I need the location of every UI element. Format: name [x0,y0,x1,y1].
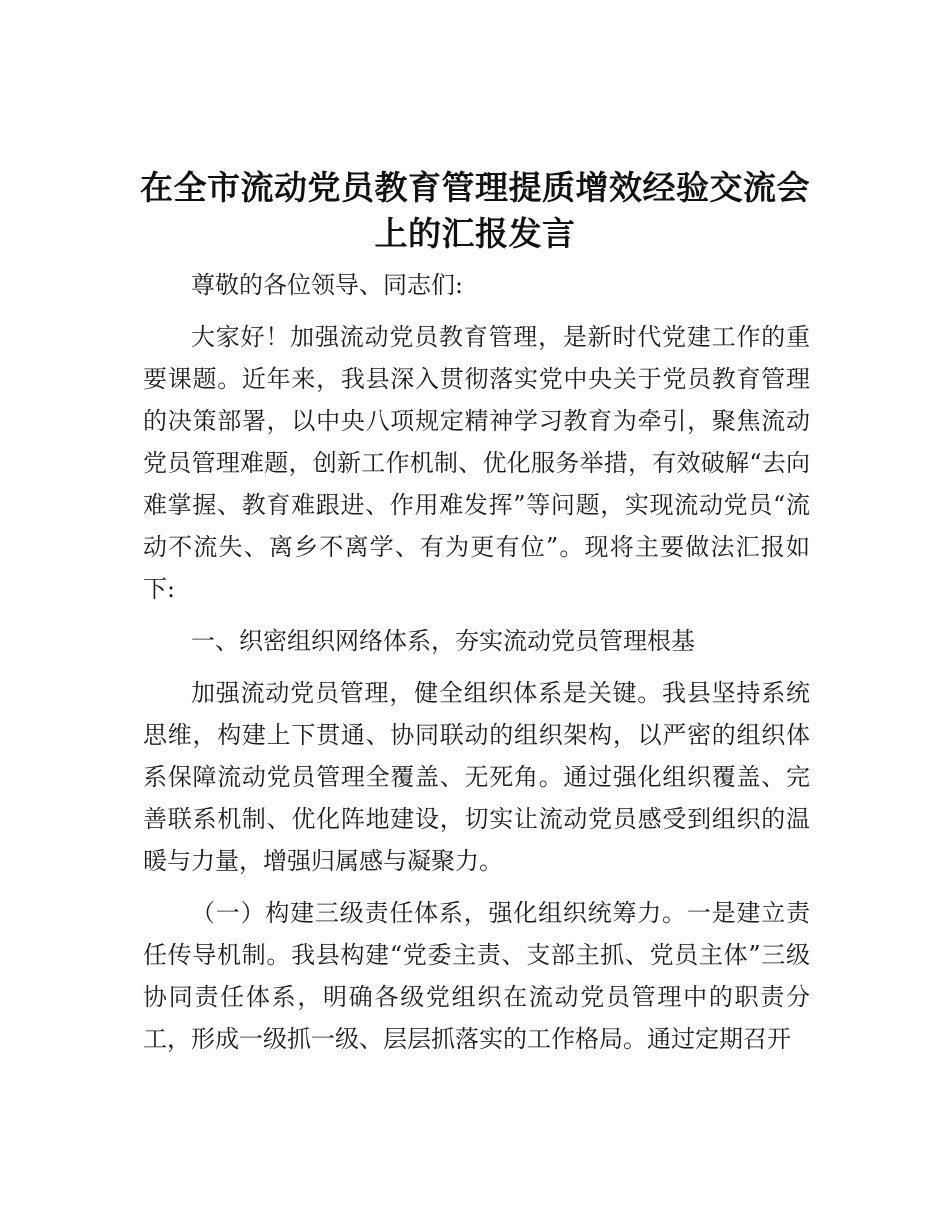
salutation: 尊敬的各位领导、同志们: [191,271,464,299]
document-body [143,264,810,1070]
section-heading: 一、织密组织网络体系，夯实流动党员管理根基 [191,627,695,655]
paragraph-subsection-1: （一）构建三级责任体系，强化组织统筹力。一是建立责任传导机制。我县构建“党委主责、支部主抓、党员主体”三级协同责任体系，明确各级党组织在流动党员管理中的职责分工，形成一级抓一级、层层抓落实的工作格局。通过定期召开 [143,899,810,1053]
title-line-1: 在全市流动党员教育管理提质增效经验交流会 [140,168,810,207]
document-title [100,165,850,257]
title-line-2: 上的汇报发言 [374,214,576,253]
paragraph-intro: 大家好！加强流动党员教育管理，是新时代党建工作的重要课题。近年来，我县深入贯彻落实党中央关于党员教育管理的决策部署，以中央八项规定精神学习教育为牵引，聚焦流动党员管理难题，创新工作机制、优化服务举措，有效破解“去向难掌握、教育难跟进、作用难发挥”等问题，实现流动党员“流动不流失、离乡不离学、有为更有位”。现将主要做法汇报如下: [143,323,810,603]
paragraph-section-1: 加强流动党员管理，健全组织体系是关键。我县坚持系统思维，构建上下贯通、协同联动的组织架构，以严密的组织体系保障流动党员管理全覆盖、无死角。通过强化组织覆盖、完善联系机制、优化阵地建设，切实让流动党员感受到组织的温暖与力量，增强归属感与凝聚力。 [143,679,810,875]
